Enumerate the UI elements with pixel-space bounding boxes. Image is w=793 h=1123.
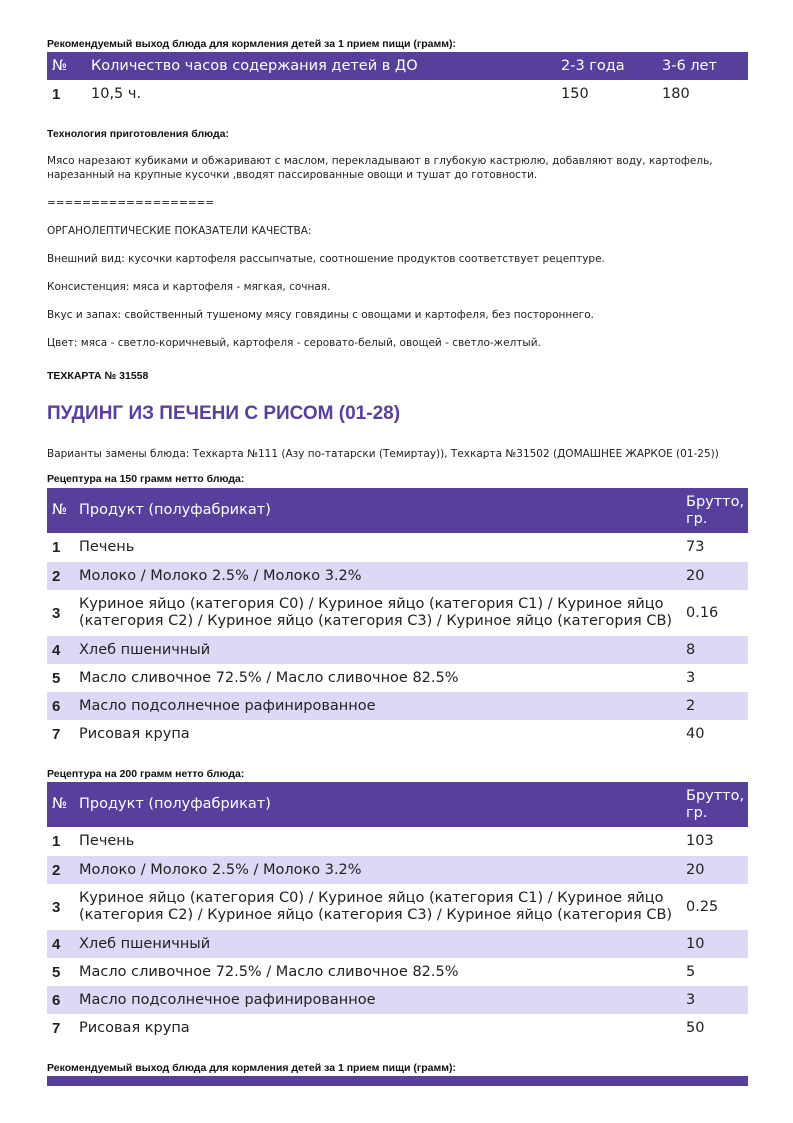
row-product: Молоко / Молоко 2.5% / Молоко 3.2% xyxy=(74,856,681,884)
row-product: Хлеб пшеничный xyxy=(74,930,681,958)
tech-title: Технология приготовления блюда: xyxy=(47,128,230,140)
row-number: 1 xyxy=(52,833,61,850)
row-gross: 50 xyxy=(686,1019,705,1036)
row-gross: 73 xyxy=(686,539,705,555)
table-row xyxy=(47,664,748,692)
row-gross: 10 xyxy=(681,930,748,958)
row-number: 1 xyxy=(52,539,61,556)
row-gross: 20 xyxy=(681,562,748,590)
yield-table-2-header xyxy=(47,1076,748,1086)
col-number: № xyxy=(47,488,74,533)
col-age-2-3: 2-3 года xyxy=(556,52,657,80)
row-number: 4 xyxy=(47,930,74,958)
recipe-200-table xyxy=(47,782,748,1042)
row-age-2-3: 150 xyxy=(561,85,589,102)
row-product: Масло подсолнечное рафинированное xyxy=(74,986,681,1014)
row-product: Масло сливочное 72.5% / Масло сливочное 82.5% xyxy=(79,669,459,686)
col-product: Продукт (полуфабрикат) xyxy=(74,782,681,827)
col-age-3-6: 3-6 лет xyxy=(657,52,748,80)
row-gross: 103 xyxy=(686,833,714,849)
col-number: № xyxy=(47,782,74,827)
table-row xyxy=(47,692,748,720)
row-gross: 8 xyxy=(681,636,748,664)
row-number: 5 xyxy=(52,669,61,687)
row-product: Куриное яйцо (категория С0) / Куриное яйцо (категория С1) / Куриное яйцо (категория С2) / Куриное яйцо (категория С3) / Куриное яйцо (категория СВ) xyxy=(79,596,673,629)
consistency-text: Консистенция: мяса и картофеля - мягкая, сочная. xyxy=(47,281,331,293)
row-product: Печень xyxy=(79,539,135,555)
row-age-3-6: 180 xyxy=(662,85,690,102)
taste-text: Вкус и запах: свойственный тушеному мясу говядины с овощами и картофеля, без постороннего. xyxy=(47,309,594,321)
table-row xyxy=(47,958,748,986)
row-gross: 0.25 xyxy=(686,898,719,915)
row-hours: 10,5 ч. xyxy=(91,85,142,102)
yield-title-2: Рекомендуемый выход блюда для кормления детей за 1 прием пищи (грамм): xyxy=(47,1062,456,1074)
col-gross: Брутто, гр. xyxy=(681,782,748,827)
table-row xyxy=(47,856,748,884)
row-gross: 40 xyxy=(686,725,705,742)
dish-title: ПУДИНГ ИЗ ПЕЧЕНИ С РИСОМ (01-28) xyxy=(47,403,401,424)
row-number: 6 xyxy=(47,986,74,1014)
row-number: 3 xyxy=(52,604,61,622)
yield-title: Рекомендуемый выход блюда для кормления детей за 1 прием пищи (грамм): xyxy=(47,38,456,50)
recipe-150-header xyxy=(47,488,748,533)
table-row xyxy=(47,533,748,562)
yield-table xyxy=(47,52,748,108)
alternatives-text: Варианты замены блюда: Техкарта №111 (Азу по-татарски (Темиртау)), Техкарта №31502 (ДОМАШНЕЕ ЖАРКОЕ (01-25)) xyxy=(47,448,719,460)
table-row xyxy=(47,1014,748,1042)
row-gross: 3 xyxy=(686,669,696,686)
row-number: 7 xyxy=(52,1019,61,1037)
table-row xyxy=(47,827,748,856)
recipe-150-table xyxy=(47,488,748,748)
row-number: 3 xyxy=(52,898,61,916)
row-product: Куриное яйцо (категория С0) / Куриное яйцо (категория С1) / Куриное яйцо (категория С2) / Куриное яйцо (категория С3) / Куриное яйцо (категория СВ) xyxy=(79,890,673,923)
organoleptic-title: ОРГАНОЛЕПТИЧЕСКИЕ ПОКАЗАТЕЛИ КАЧЕСТВА: xyxy=(47,225,312,237)
row-gross: 2 xyxy=(681,692,748,720)
col-hours: Количество часов содержания детей в ДО xyxy=(86,52,556,80)
table-row xyxy=(47,590,748,636)
row-gross: 20 xyxy=(681,856,748,884)
col-gross: Брутто, гр. xyxy=(681,488,748,533)
recipe-200-header xyxy=(47,782,748,827)
row-number: 2 xyxy=(47,856,74,884)
table-row xyxy=(47,720,748,748)
tech-text: Мясо нарезают кубиками и обжаривают с маслом, перекладывают в глубокую кастрюлю, добавляют воду, картофель, нарезанный на крупные кусочки ,вводят пассированные овощи и тушат до готовности. xyxy=(47,155,713,181)
techcard-number: ТЕХКАРТА № 31558 xyxy=(47,370,149,382)
row-product: Рисовая крупа xyxy=(79,1019,190,1036)
separator: =================== xyxy=(47,197,215,209)
row-gross: 3 xyxy=(681,986,748,1014)
row-product: Масло подсолнечное рафинированное xyxy=(74,692,681,720)
table-row xyxy=(47,636,748,664)
table-row xyxy=(47,930,748,958)
row-product: Рисовая крупа xyxy=(79,725,190,742)
col-product: Продукт (полуфабрикат) xyxy=(74,488,681,533)
yield-table-header xyxy=(47,52,748,80)
col-number: № xyxy=(47,52,86,80)
row-number: 2 xyxy=(47,562,74,590)
row-number: 1 xyxy=(52,85,61,103)
row-number: 5 xyxy=(52,963,61,981)
row-number: 7 xyxy=(52,725,61,743)
table-row xyxy=(47,884,748,930)
row-product: Масло сливочное 72.5% / Масло сливочное 82.5% xyxy=(79,963,459,980)
recipe-150-title: Рецептура на 150 грамм нетто блюда: xyxy=(47,473,245,485)
table-row xyxy=(47,562,748,590)
row-gross: 0.16 xyxy=(686,604,719,621)
appearance-text: Внешний вид: кусочки картофеля рассыпчатые, соотношение продуктов соответствует рецептуре. xyxy=(47,253,605,265)
table-row xyxy=(47,986,748,1014)
table-row xyxy=(47,80,748,108)
row-gross: 5 xyxy=(686,963,696,980)
row-product: Хлеб пшеничный xyxy=(74,636,681,664)
row-product: Молоко / Молоко 2.5% / Молоко 3.2% xyxy=(74,562,681,590)
row-number: 4 xyxy=(47,636,74,664)
row-product: Печень xyxy=(79,833,135,849)
recipe-200-title: Рецептура на 200 грамм нетто блюда: xyxy=(47,768,245,780)
row-number: 6 xyxy=(47,692,74,720)
color-text: Цвет: мяса - светло-коричневый, картофеля - серовато-белый, овощей - светло-желтый. xyxy=(47,337,541,349)
